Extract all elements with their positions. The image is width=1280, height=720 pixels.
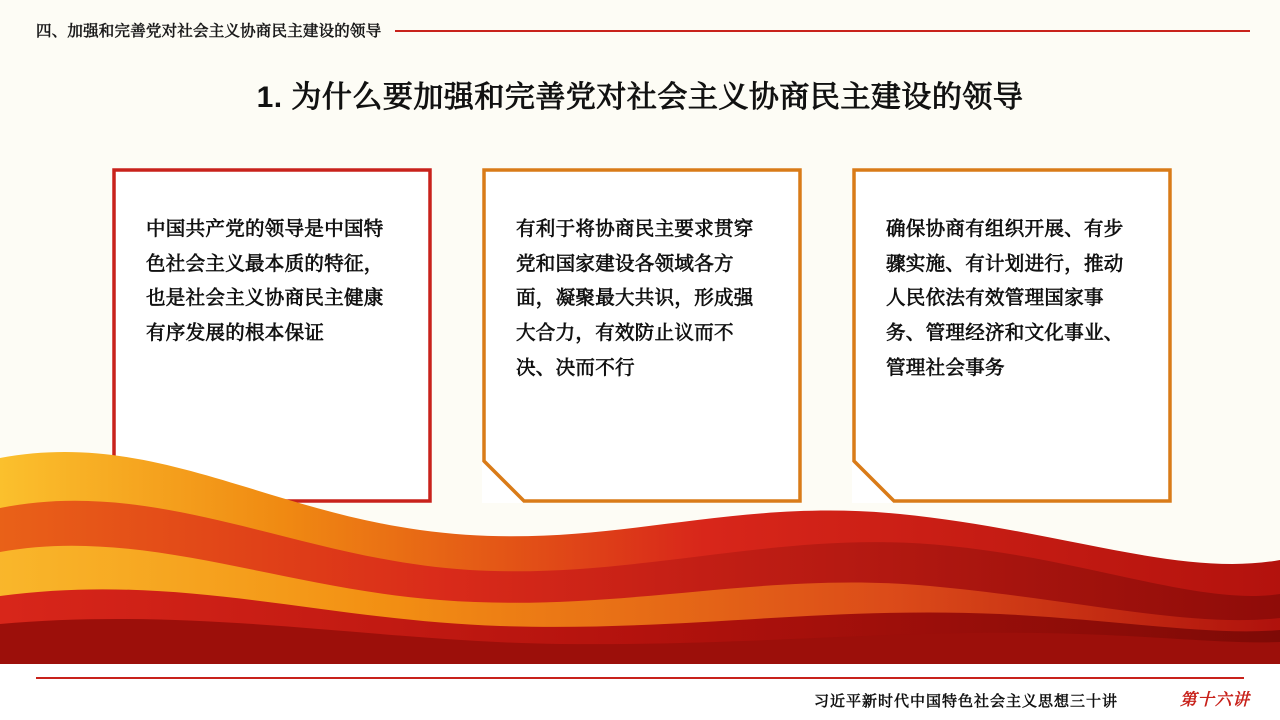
slide-footer: [0, 664, 1280, 720]
header-divider: [395, 30, 1250, 32]
footer-divider: [36, 677, 1244, 679]
card-text: 有利于将协商民主要求贯穿党和国家建设各领域各方面，凝聚最大共识，形成强大合力，有效防止议而不决、决而不行: [516, 218, 754, 379]
ribbon-decoration: [0, 410, 1280, 665]
card-text: 中国共产党的领导是中国特色社会主义最本质的特征，也是社会主义协商民主健康有序发展的根本保证: [146, 218, 384, 345]
section-label: 四、加强和完善党对社会主义协商民主建设的领导: [36, 23, 382, 40]
page-title: 1. 为什么要加强和完善党对社会主义协商民主建设的领导: [256, 81, 1024, 114]
slide-header: [36, 18, 1250, 42]
card-text: 确保协商有组织开展、有步骤实施、有计划进行，推动人民依法有效管理国家事务、管理经济和文化事业、管理社会事务: [886, 218, 1124, 379]
footer-lecture-badge: 第十六讲: [1180, 690, 1250, 709]
ribbon-icon: [0, 410, 1280, 665]
footer-series-text: 习近平新时代中国特色社会主义思想三十讲: [813, 693, 1118, 710]
